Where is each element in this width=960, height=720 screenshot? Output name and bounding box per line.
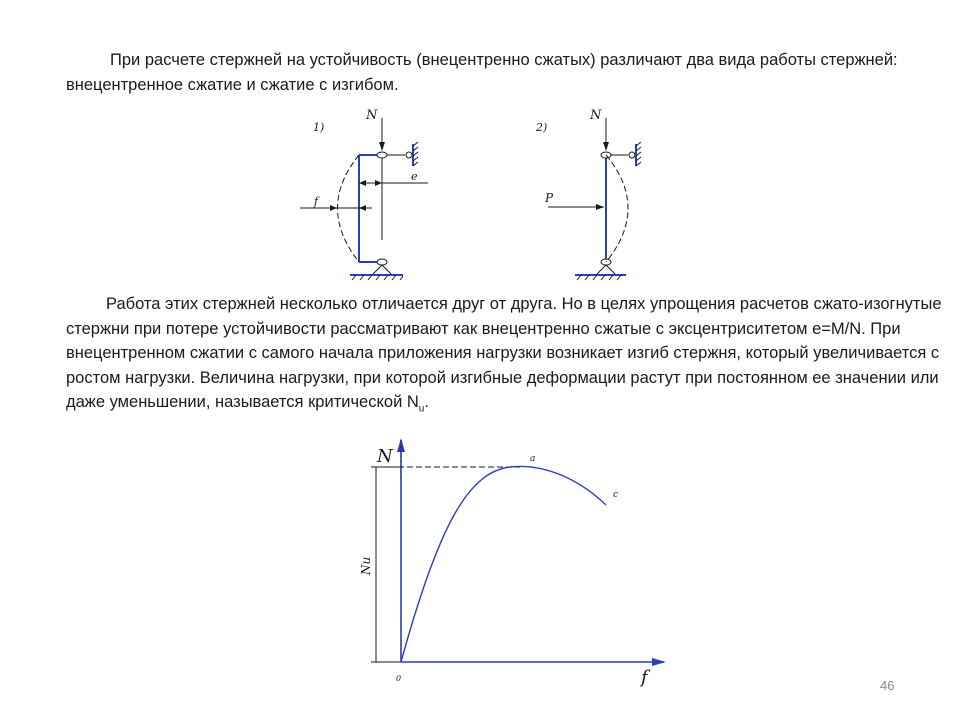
load-deflection-curve [401, 466, 606, 662]
critical-load-label: Nu [359, 556, 373, 575]
critical-load-subscript: u [418, 403, 425, 415]
page-number: 46 [880, 678, 895, 693]
figure-eccentric-compression [300, 108, 428, 280]
fig1-force-label: N [366, 108, 378, 123]
fig1-eccentricity-label: e [411, 170, 418, 183]
fig2-deflected-shape [606, 155, 628, 262]
fig2-number: 2) [536, 121, 548, 134]
explanation-end: . [424, 393, 429, 411]
figure-compression-with-bending [535, 108, 641, 280]
graph-y-label: N [377, 446, 393, 467]
fig2-lateral-load-label: P [545, 191, 554, 205]
fig2-force-label: N [590, 108, 602, 123]
intro-paragraph: При расчете стержней на устойчивость (внецентренно сжатых) различают два вида работы стержней: внецентренное сжатие и сжатие с изгибом. [66, 51, 898, 94]
fig1-number: 1) [313, 121, 325, 134]
explanation-text: Работа этих стержней несколько отличается друг от друга. Но в целях упрощения расчетов сжато-изогнутые стержни при потере устойчивости рассматривают как внецентренно сжатые с эксцентриситетом e=M/N. При внецентренном сжатии с самого начала приложения нагрузки возникает изгиб стержня, который увеличивается с ростом нагрузки. Величина нагрузки, при которой изгибные деформации растут при постоянном ее значении или даже уменьшении, называется критической N [66, 295, 942, 411]
curve-end-label: c [613, 490, 619, 500]
explanation-paragraph [66, 292, 956, 422]
curve-peak-label: a [530, 454, 536, 464]
fig1-deflection-label: f [314, 195, 319, 208]
graph-origin-label: 0 [396, 674, 402, 683]
fig1-top-hinge [377, 152, 387, 158]
load-deflection-graph [359, 438, 666, 688]
fig1-bottom-hinge [377, 259, 387, 265]
graph-x-label: f [641, 667, 648, 688]
